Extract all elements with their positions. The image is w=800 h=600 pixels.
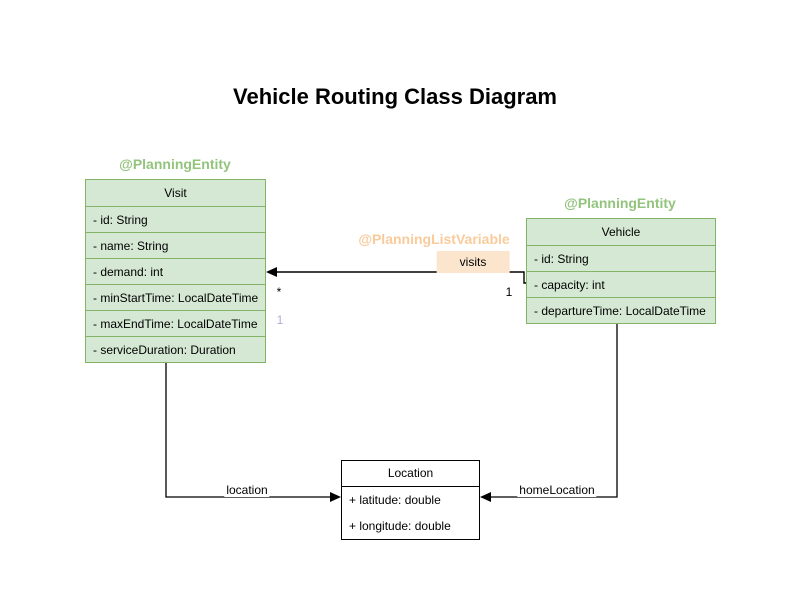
visits-multiplicity-one: 1	[505, 285, 513, 299]
home-location-edge-label: homeLocation	[519, 483, 595, 497]
visits-arrowhead-icon	[266, 267, 277, 277]
class-vehicle-attribute-departure-time: - departureTime: LocalDateTime	[527, 297, 715, 323]
class-vehicle-attribute-capacity: - capacity: int	[527, 271, 715, 297]
class-visit-attribute-service-duration: - serviceDuration: Duration	[86, 336, 265, 362]
class-location-name: Location	[342, 461, 479, 487]
diagram-title: Vehicle Routing Class Diagram	[233, 84, 557, 109]
class-visit-attribute-max-end-time: - maxEndTime: LocalDateTime	[86, 310, 265, 336]
class-visit-attribute-id: - id: String	[86, 206, 265, 232]
visit-planning-entity-annotation: @PlanningEntity	[119, 156, 231, 172]
class-vehicle-name: Vehicle	[601, 225, 641, 239]
class-location-attribute-longitude: + longitude: double	[349, 519, 451, 533]
visits-connector-line	[275, 272, 527, 283]
class-visit-attribute-name: - name: String	[86, 232, 265, 258]
visits-multiplicity-star: *	[276, 285, 282, 299]
location-arrowhead-icon	[330, 492, 341, 502]
class-location-attribute-latitude: + latitude: double	[349, 493, 441, 507]
vehicle-planning-entity-annotation: @PlanningEntity	[564, 195, 676, 211]
class-visit-attribute-demand: - demand: int	[86, 258, 265, 284]
class-visit[interactable]	[85, 179, 266, 363]
class-location[interactable]	[341, 460, 480, 540]
secondary-multiplicity-one: 1	[276, 313, 284, 327]
home-location-arrowhead-icon	[480, 492, 491, 502]
class-vehicle[interactable]	[526, 218, 716, 324]
home-location-connector-line	[491, 323, 617, 497]
planning-list-variable-annotation: @PlanningListVariable	[358, 231, 510, 247]
location-connector-line	[166, 362, 330, 497]
location-edge-label: location	[226, 483, 268, 497]
class-visit-name: Visit	[164, 186, 187, 200]
class-visit-attribute-min-start-time: - minStartTime: LocalDateTime	[86, 284, 265, 310]
visits-edge-label: visits	[437, 251, 510, 273]
class-vehicle-attribute-id: - id: String	[527, 245, 715, 271]
